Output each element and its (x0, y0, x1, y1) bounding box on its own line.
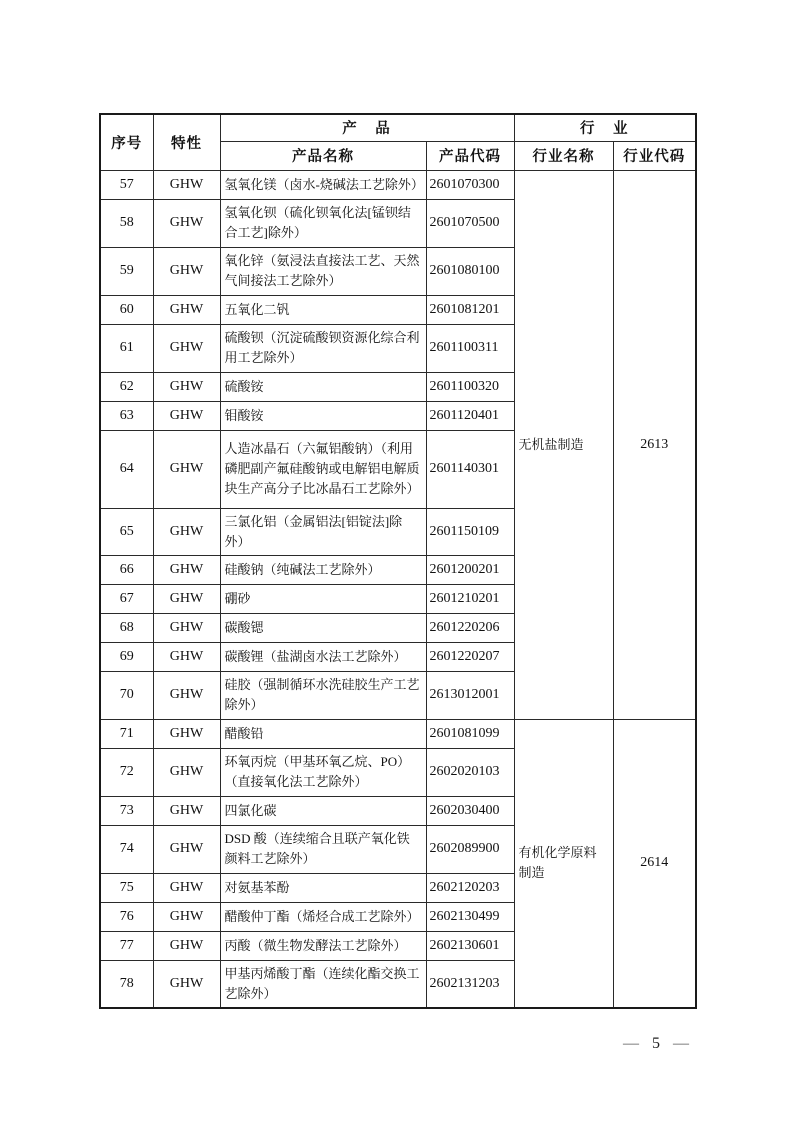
attribute-cell: GHW (153, 584, 220, 613)
table-row (100, 170, 696, 199)
attribute-cell: GHW (153, 873, 220, 902)
industry-name-cell: 有机化学原料制造 (514, 719, 613, 1008)
product-name-cell: 环氧丙烷（甲基环氧乙烷、PO）（直接氧化法工艺除外） (220, 748, 426, 796)
product-name-cell: 硅酸钠（纯碱法工艺除外） (220, 555, 426, 584)
footer-dash-right: — (673, 1035, 689, 1052)
product-code-cell: 2601200201 (426, 555, 514, 584)
attribute-cell: GHW (153, 748, 220, 796)
product-code-cell: 2602120203 (426, 873, 514, 902)
serial-cell: 77 (100, 931, 153, 960)
attribute-cell: GHW (153, 960, 220, 1008)
product-name-cell: 钼酸铵 (220, 401, 426, 430)
serial-cell: 74 (100, 825, 153, 873)
product-name-cell: 人造冰晶石（六氟铝酸钠）（利用磷肥副产氟硅酸钠或电解铝电解质块生产高分子比冰晶石工艺除外） (220, 430, 426, 508)
serial-cell: 58 (100, 199, 153, 247)
product-code-cell: 2601210201 (426, 584, 514, 613)
product-name-cell: 氢氧化钡（硫化钡氧化法[锰钡结合工艺]除外） (220, 199, 426, 247)
product-code-cell: 2602131203 (426, 960, 514, 1008)
serial-cell: 71 (100, 719, 153, 748)
attribute-cell: GHW (153, 170, 220, 199)
serial-cell: 59 (100, 247, 153, 295)
product-name-cell: 碳酸锂（盐湖卤水法工艺除外） (220, 642, 426, 671)
product-name-cell: 氢氧化镁（卤水-烧碱法工艺除外） (220, 170, 426, 199)
serial-cell: 57 (100, 170, 153, 199)
header-product-group: 产 品 (220, 114, 514, 141)
product-name-cell: 四氯化碳 (220, 796, 426, 825)
product-name-cell: 三氯化铝（金属铝法[铝锭法]除外） (220, 508, 426, 555)
product-name-cell: DSD 酸（连续缩合且联产氧化铁颜料工艺除外） (220, 825, 426, 873)
product-code-cell: 2602130499 (426, 902, 514, 931)
attribute-cell: GHW (153, 324, 220, 372)
attribute-cell: GHW (153, 508, 220, 555)
product-code-cell: 2613012001 (426, 671, 514, 719)
product-code-cell: 2601081099 (426, 719, 514, 748)
product-name-cell: 氧化锌（氨浸法直接法工艺、天然气间接法工艺除外） (220, 247, 426, 295)
industry-code-cell: 2614 (613, 719, 696, 1008)
product-name-cell: 硫酸铵 (220, 372, 426, 401)
product-name-cell: 对氨基苯酚 (220, 873, 426, 902)
product-name-cell: 甲基丙烯酸丁酯（连续化酯交换工艺除外） (220, 960, 426, 1008)
product-name-cell: 五氧化二钒 (220, 295, 426, 324)
serial-cell: 67 (100, 584, 153, 613)
attribute-cell: GHW (153, 613, 220, 642)
table-body (100, 170, 696, 1008)
attribute-cell: GHW (153, 295, 220, 324)
attribute-cell: GHW (153, 796, 220, 825)
product-name-cell: 硅胶（强制循环水洗硅胶生产工艺除外） (220, 671, 426, 719)
serial-cell: 76 (100, 902, 153, 931)
attribute-cell: GHW (153, 199, 220, 247)
product-name-cell: 硼砂 (220, 584, 426, 613)
product-code-cell: 2601080100 (426, 247, 514, 295)
serial-cell: 70 (100, 671, 153, 719)
header-product-code: 产品代码 (426, 141, 514, 170)
product-code-cell: 2601150109 (426, 508, 514, 555)
product-code-cell: 2601070300 (426, 170, 514, 199)
product-code-cell: 2601100320 (426, 372, 514, 401)
product-code-cell: 2602089900 (426, 825, 514, 873)
attribute-cell: GHW (153, 671, 220, 719)
attribute-cell: GHW (153, 430, 220, 508)
attribute-cell: GHW (153, 555, 220, 584)
page-number: 5 (652, 1035, 660, 1052)
product-industry-table (99, 113, 697, 1009)
product-code-cell: 2601070500 (426, 199, 514, 247)
industry-name-cell: 无机盐制造 (514, 170, 613, 719)
serial-cell: 75 (100, 873, 153, 902)
attribute-cell: GHW (153, 902, 220, 931)
product-code-cell: 2602130601 (426, 931, 514, 960)
header-attribute: 特性 (153, 114, 220, 170)
product-name-cell: 硫酸钡（沉淀硫酸钡资源化综合利用工艺除外） (220, 324, 426, 372)
header-industry-code: 行业代码 (613, 141, 696, 170)
serial-cell: 72 (100, 748, 153, 796)
serial-cell: 63 (100, 401, 153, 430)
serial-cell: 65 (100, 508, 153, 555)
page-footer (623, 1035, 689, 1053)
serial-cell: 78 (100, 960, 153, 1008)
serial-cell: 64 (100, 430, 153, 508)
header-industry-group: 行 业 (514, 114, 696, 141)
serial-cell: 68 (100, 613, 153, 642)
product-name-cell: 碳酸锶 (220, 613, 426, 642)
product-code-cell: 2601100311 (426, 324, 514, 372)
attribute-cell: GHW (153, 372, 220, 401)
serial-cell: 60 (100, 295, 153, 324)
footer-dash-left: — (623, 1035, 639, 1052)
attribute-cell: GHW (153, 931, 220, 960)
product-code-cell: 2601220207 (426, 642, 514, 671)
product-code-cell: 2602030400 (426, 796, 514, 825)
attribute-cell: GHW (153, 401, 220, 430)
product-code-cell: 2601120401 (426, 401, 514, 430)
serial-cell: 69 (100, 642, 153, 671)
product-code-cell: 2602020103 (426, 748, 514, 796)
product-name-cell: 醋酸铅 (220, 719, 426, 748)
serial-cell: 73 (100, 796, 153, 825)
serial-cell: 62 (100, 372, 153, 401)
product-code-cell: 2601140301 (426, 430, 514, 508)
product-code-cell: 2601081201 (426, 295, 514, 324)
attribute-cell: GHW (153, 719, 220, 748)
industry-code-cell: 2613 (613, 170, 696, 719)
table-header (100, 114, 696, 170)
header-serial: 序号 (100, 114, 153, 170)
product-code-cell: 2601220206 (426, 613, 514, 642)
header-industry-name: 行业名称 (514, 141, 613, 170)
serial-cell: 66 (100, 555, 153, 584)
attribute-cell: GHW (153, 642, 220, 671)
header-product-name: 产品名称 (220, 141, 426, 170)
attribute-cell: GHW (153, 825, 220, 873)
serial-cell: 61 (100, 324, 153, 372)
attribute-cell: GHW (153, 247, 220, 295)
table-row (100, 719, 696, 748)
product-name-cell: 醋酸仲丁酯（烯烃合成工艺除外） (220, 902, 426, 931)
product-name-cell: 丙酸（微生物发酵法工艺除外） (220, 931, 426, 960)
